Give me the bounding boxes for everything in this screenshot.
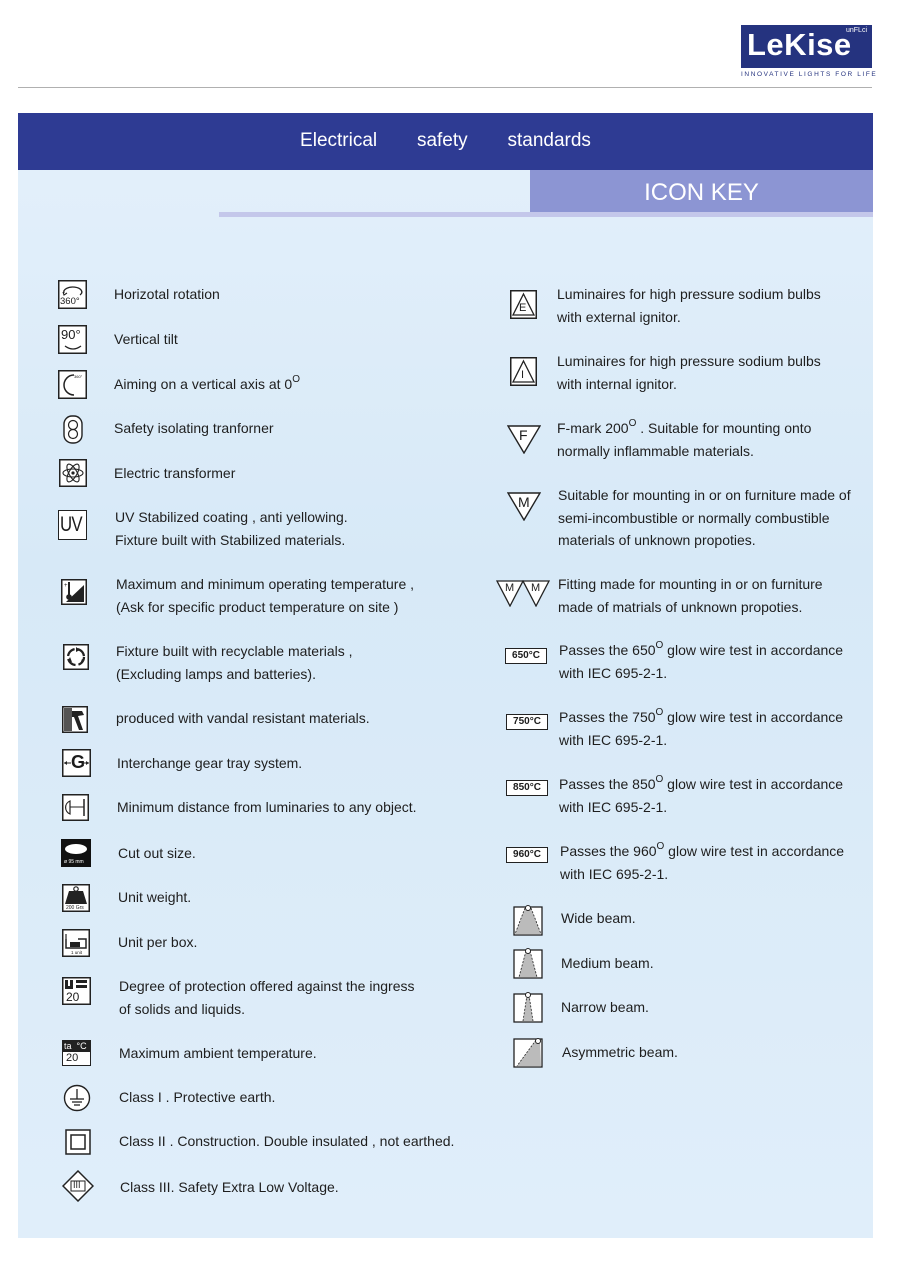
safety-isolating-transformer-icon	[63, 415, 83, 444]
f-mark-icon	[507, 424, 541, 454]
label-external-ignitor: Luminaires for high pressure sodium bulbs with external ignitor.	[557, 286, 821, 325]
header-rule	[18, 87, 872, 88]
label-uv: UV Stabilized coating , anti yellowing. Fixture built with Stabilized materials.	[115, 509, 348, 548]
label-narrow-beam: Narrow beam.	[561, 999, 649, 1015]
label-internal-ignitor: Luminaires for high pressure sodium bulbs with internal ignitor.	[557, 353, 821, 392]
mm-mark-letter-1: M	[505, 582, 515, 594]
electric-transformer-icon	[59, 459, 87, 487]
class-iii-text: III	[73, 1180, 81, 1190]
class-ii-icon	[65, 1129, 91, 1155]
ambient-value: 20	[66, 1052, 79, 1064]
uv-text: UV	[60, 513, 82, 536]
gear-tray-letter: G	[71, 752, 86, 772]
thermometer-icon	[61, 579, 87, 605]
label-temperature: Maximum and minimum operating temperature , (Ask for specific product temperature on site )	[116, 576, 415, 615]
label-glow-wire-650: Passes the $650^O$ glow wire test in accordance with IEC 695-2-1.	[559, 640, 844, 681]
label-glow-wire-750: Passes the $750^O$ glow wire test in accordance with IEC 695-2-1.	[559, 707, 844, 748]
weight-icon	[62, 884, 90, 912]
label-cut-out: Cut out size.	[118, 845, 196, 861]
glow-wire-850-icon: 850°C	[506, 780, 548, 796]
glow-wire-960-icon: 960°C	[506, 847, 548, 863]
label-wide-beam: Wide beam.	[561, 910, 636, 926]
label-medium-beam: Medium beam.	[561, 955, 654, 971]
mm-mark-letter-2: M	[531, 582, 541, 594]
weight-value: 200 Grs	[66, 905, 84, 911]
medium-beam-icon	[513, 947, 543, 979]
label-class-iii: Class III. Safety Extra Low Voltage.	[120, 1179, 339, 1195]
label-vandal: produced with vandal resistant materials.	[116, 710, 370, 726]
asymmetric-beam-icon	[513, 1036, 543, 1068]
vertical-tilt-icon	[58, 325, 87, 354]
label-glow-wire-960: Passes the $960^O$ glow wire test in accordance with IEC 695-2-1.	[560, 841, 845, 882]
horizontal-rotation-icon	[58, 280, 87, 309]
svg-text:360°: 360°	[74, 374, 83, 379]
label-m-mark: Suitable for mounting in or on furniture made of semi-incombustible or normally combustible materials of unknown propoties.	[558, 487, 851, 548]
mm-mark-icon	[496, 579, 550, 607]
svg-text:+: +	[64, 583, 68, 589]
label-horizontal-rotation: Horizotal rotation	[114, 286, 220, 302]
ip-value: 20	[66, 990, 80, 1004]
narrow-beam-icon	[513, 991, 543, 1023]
tilt-value: 90°	[61, 327, 81, 342]
external-ignitor-letter: E	[519, 302, 527, 314]
label-gear-tray: Interchange gear tray system.	[117, 755, 303, 771]
ambient-header: ta °C	[63, 1041, 90, 1052]
gear-tray-icon	[62, 749, 91, 777]
ip-rating-icon	[62, 977, 91, 1005]
cut-out-icon	[61, 839, 91, 867]
m-mark-icon	[507, 491, 541, 521]
label-ambient: Maximum ambient temperature.	[119, 1045, 317, 1061]
brand-logo	[741, 25, 872, 68]
label-asymmetric-beam: Asymmetric beam.	[562, 1044, 678, 1060]
label-mm-mark: Fitting made for mounting in or on furniture made of matrials of unknown propoties.	[558, 576, 823, 615]
uv-icon	[58, 510, 87, 540]
page-title: Electrical safety standards	[300, 130, 591, 151]
glow-wire-650-icon: 650°C	[505, 648, 547, 664]
class-i-earth-icon	[63, 1084, 91, 1112]
rotation-value: 360°	[60, 296, 80, 307]
label-glow-wire-850: Passes the $850^O$ glow wire test in accordance with IEC 695-2-1.	[559, 774, 844, 815]
box-value: 1 unit	[71, 950, 83, 955]
wide-beam-icon	[513, 904, 543, 936]
label-vertical-tilt: Vertical tilt	[114, 331, 178, 347]
label-electric-transformer: Electric transformer	[114, 465, 236, 481]
brand-name: LeKise	[747, 27, 852, 62]
internal-ignitor-letter: I	[521, 369, 525, 381]
internal-ignitor-icon	[510, 357, 537, 386]
brand-tagline: INNOVATIVE LIGHTS FOR LIFE	[741, 71, 878, 78]
label-recycle: Fixture built with recyclable materials , (Excluding lamps and batteries).	[116, 643, 353, 682]
label-vertical-axis: Aiming on a vertical axis at $0^O$	[114, 374, 300, 392]
cut-out-size: ø 95 mm	[64, 859, 84, 865]
ambient-temp-icon	[62, 1040, 91, 1066]
label-f-mark: F-mark $200^O$ . Suitable for mounting onto normally inflammable materials.	[557, 418, 812, 459]
vertical-axis-aim-icon	[58, 370, 87, 399]
class-iii-icon	[62, 1170, 94, 1202]
brand-small: unFLci	[845, 27, 867, 34]
glow-wire-750-icon: 750°C	[506, 714, 548, 730]
label-ip: Degree of protection offered against the ingress of solids and liquids.	[119, 978, 415, 1017]
label-distance: Minimum distance from luminaries to any object.	[117, 799, 417, 815]
label-safety-transformer: Safety isolating tranforner	[114, 420, 274, 436]
f-mark-letter: F	[519, 427, 528, 443]
label-class-i: Class I . Protective earth.	[119, 1089, 276, 1105]
label-class-ii: Class II . Construction. Double insulated , not earthed.	[119, 1133, 455, 1149]
m-mark-letter: M	[518, 494, 530, 510]
label-weight: Unit weight.	[118, 889, 192, 905]
icon-key-bar	[219, 212, 873, 217]
label-box: Unit per box.	[118, 934, 198, 950]
hammer-icon	[62, 706, 88, 733]
icon-key-title: ICON KEY	[644, 179, 759, 206]
title-banner	[18, 113, 873, 170]
external-ignitor-icon	[510, 290, 537, 319]
recycle-icon	[63, 644, 89, 670]
distance-icon	[62, 794, 89, 821]
box-icon	[62, 929, 90, 957]
icon-key-tab	[530, 170, 873, 212]
